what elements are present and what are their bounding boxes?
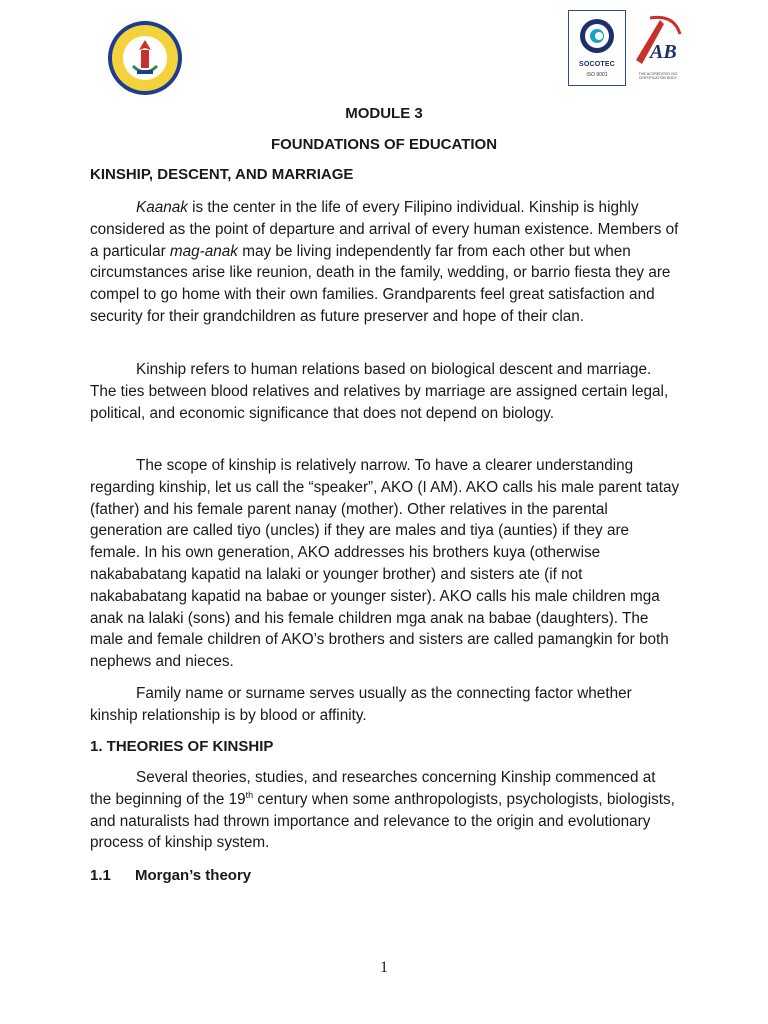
section-heading-theories: 1. THEORIES OF KINSHIP <box>90 738 274 755</box>
section-heading-kinship: KINSHIP, DESCENT, AND MARRIAGE <box>90 166 354 183</box>
svg-text:AB: AB <box>650 41 677 63</box>
subsection-number: 1.1 <box>90 867 111 884</box>
page-number: 1 <box>380 959 388 976</box>
paragraph-scope-of-kinship: The scope of kinship is relatively narrow. To have a clearer understanding regarding kinship, let us call the “speaker”, AKO (I AM). AKO calls his male parent tatay (father) and his female parent nanay (mother). Other relatives in the parental generation are called tiyo (uncles) if they are males and tiya (aunties) if they are female. In his own generation, AKO addresses his brothers kuya (otherwise nakababatang kapatid na lalaki or younger brother) and sisters ate (if not nakababatang kapatid na babae or younger sister). AKO calls his male children mga anak na lalaki (sons) and his female children mga anak na babae (daughters). The male and female children of AKO’s brothers and sisters are called pamangkin for both nephews and nieces. <box>90 457 680 671</box>
paragraph-theories <box>90 767 680 854</box>
socotec-certification-logo <box>568 10 626 86</box>
university-seal-logo <box>107 20 183 96</box>
certification-ring-icon <box>578 17 616 55</box>
term-kaanak: Kaanak <box>136 199 188 216</box>
cert-iso: ISO 9001 <box>586 72 608 78</box>
paragraph-text: century when some anthropologists, psychologists, biologists, and naturalists had thrown importance and relevance to the origin and evolutionary process of kinship system. <box>90 790 675 852</box>
jab-tagline: THE ACCREDITED ISO CERTIFICATION BODY <box>638 72 678 81</box>
superscript-th: th <box>245 789 254 800</box>
subsection-heading-morgan <box>90 867 251 884</box>
subsection-title: Morgan’s theory <box>135 867 252 884</box>
cert-brand: SOCOTEC <box>578 61 615 68</box>
paragraph-family-name: Family name or surname serves usually as the connecting factor whether kinship relationship is by blood or affinity. <box>90 685 632 724</box>
paragraph-text: Several theories, studies, and researches concerning Kinship commenced at the beginning of the 19 <box>90 769 656 808</box>
module-title: MODULE 3 <box>345 105 423 122</box>
term-mag-anak: mag-anak <box>169 242 238 260</box>
jab-accreditation-logo <box>628 14 684 88</box>
paragraph-text: is the center in the life of every Filipino individual. Kinship is highly considered as the point of departure and arrival of every human existence. Members of a particular <box>90 199 679 260</box>
paragraph-kinship-definition: Kinship refers to human relations based on biological descent and marriage. The ties between blood relatives and relatives by marriage are assigned certain legal, political, and economic significance that does not depend on biology. <box>90 361 669 422</box>
course-title: FOUNDATIONS OF EDUCATION <box>270 136 498 153</box>
jab-mark-icon <box>628 14 684 70</box>
paragraph-text: may be living independently far from each other but when circumstances arise like reunion, death in the family, wedding, or barrio fiesta they are compel to go home with their own families. Grandparents feel great satisfaction and security for their grandchildren as future preserver and hope of their clan. <box>90 242 671 325</box>
paragraph-kaanak <box>90 197 680 328</box>
